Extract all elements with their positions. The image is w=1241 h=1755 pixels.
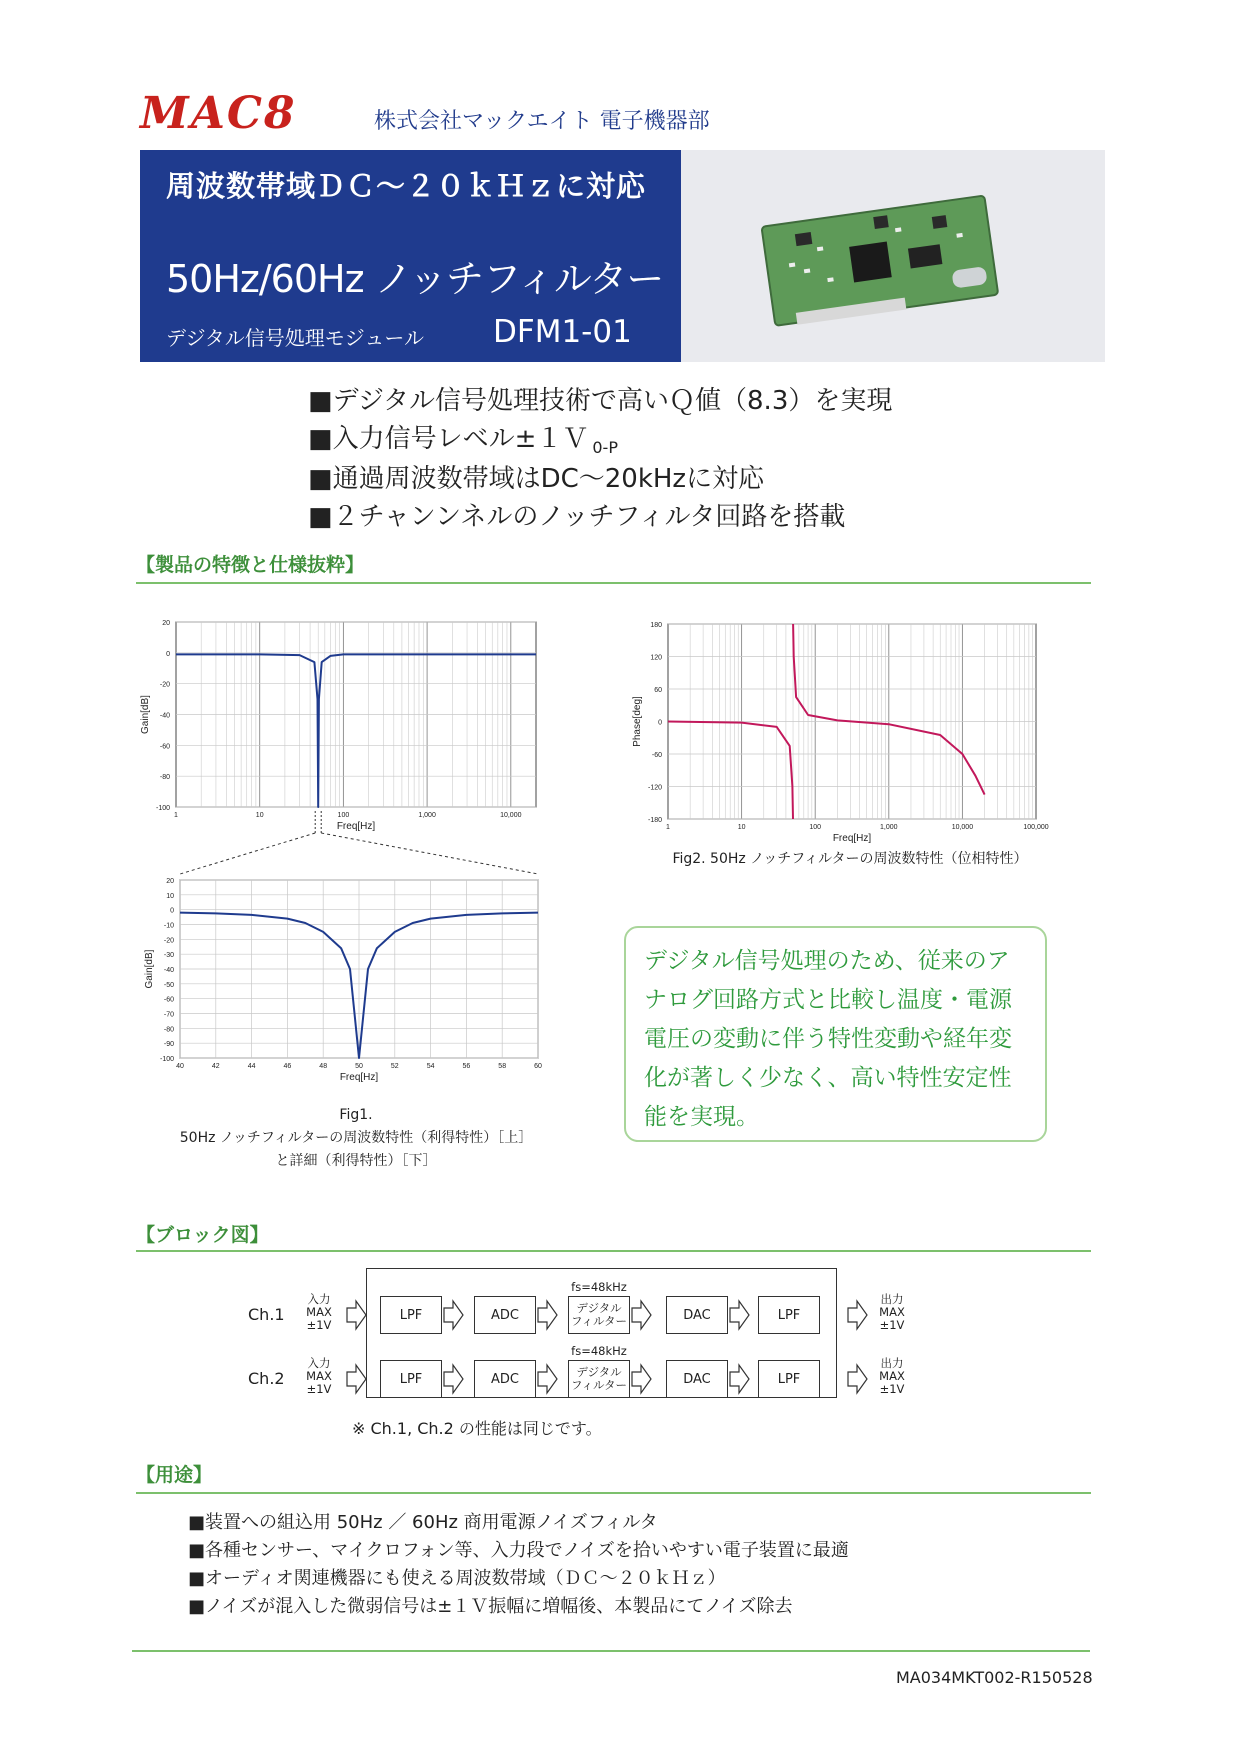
y-tick-label: -100: [159, 1056, 174, 1063]
y-tick-label: 20: [162, 620, 170, 627]
x-tick-label: 46: [283, 1063, 292, 1070]
y-tick-label: -60: [163, 996, 174, 1004]
note-line: 電圧の変動に伴う特性変動や経年変: [644, 1026, 1012, 1052]
x-tick-label: 54: [426, 1063, 435, 1070]
x-tick-label: 1: [174, 812, 178, 819]
x-tick-label: 100: [809, 824, 822, 831]
section-heading-specs: 【製品の特徴と仕様抜粋】: [136, 554, 365, 576]
document-number: MA034MKT002-R150528: [896, 1668, 1093, 1687]
input-spec: 入力 MAX ±1V: [306, 1292, 332, 1332]
footer-divider: [132, 1650, 1090, 1652]
section-divider: [136, 1492, 1091, 1494]
y-tick-label: -70: [163, 1011, 174, 1019]
signal-arrow: [632, 1365, 651, 1393]
y-tick-label: -30: [163, 952, 174, 960]
block-diagram-note: ※ Ch.1, Ch.2 の性能は同じです。: [352, 1419, 602, 1438]
digital-filter-block: デジタル フィルター: [568, 1360, 630, 1398]
adc-block: ADC: [474, 1296, 536, 1334]
note-line: ナログ回路方式と比較し温度・電源: [644, 987, 1012, 1013]
y-tick-label: 0: [170, 907, 174, 915]
signal-arrow: [632, 1301, 651, 1329]
x-tick-label: 100,000: [1023, 824, 1049, 831]
y-tick-label: -10: [163, 922, 174, 930]
input-arrow: [347, 1301, 366, 1329]
sampling-rate-label: fs=48kHz: [571, 1344, 627, 1358]
product-subtitle: デジタル信号処理モジュール: [166, 326, 424, 350]
dac-block: DAC: [666, 1360, 728, 1398]
lpf-block: LPF: [758, 1360, 820, 1398]
channel-label: Ch.2: [248, 1369, 285, 1388]
y-tick-label: 180: [650, 622, 662, 629]
sampling-rate-label: fs=48kHz: [571, 1280, 627, 1294]
section-heading-block: 【ブロック図】: [136, 1224, 269, 1246]
adc-block: ADC: [474, 1360, 536, 1398]
note-line: 化が著しく少なく、高い特性安定性: [644, 1065, 1012, 1091]
signal-arrow: [538, 1301, 557, 1329]
output-arrow: [848, 1365, 867, 1393]
y-tick-label: -20: [159, 681, 170, 689]
x-tick-label: 52: [390, 1063, 399, 1070]
lpf-block: LPF: [758, 1296, 820, 1334]
x-tick-label: 1,000: [880, 824, 898, 831]
x-tick-label: 10,000: [951, 824, 974, 831]
feature-subscript: 0-P: [592, 438, 618, 457]
dac-block: DAC: [666, 1296, 728, 1334]
y-tick-label: 10: [166, 892, 174, 900]
y-tick-label: -90: [163, 1041, 174, 1049]
x-tick-label: 44: [247, 1063, 256, 1070]
feature-text: ■入力信号レベル±１Ｖ: [308, 424, 589, 454]
y-axis-label: Gain[dB]: [140, 695, 151, 734]
fig1-caption-line: Fig1.: [339, 1107, 373, 1123]
x-tick-label: 1: [666, 824, 670, 831]
y-tick-label: 0: [166, 650, 170, 658]
x-tick-label: 100: [337, 812, 350, 819]
y-axis-label: Phase[deg]: [632, 696, 643, 747]
x-tick-label: 48: [319, 1063, 328, 1070]
y-tick-label: 20: [166, 878, 174, 885]
use-item: ■オーディオ関連機器にも使える周波数帯域（ＤＣ～２０ｋＨｚ）: [188, 1568, 726, 1589]
x-tick-label: 58: [498, 1063, 507, 1070]
x-tick-label: 50: [355, 1063, 363, 1070]
x-tick-label: 40: [176, 1063, 184, 1070]
feature-item: ■通過周波数帯域はDC～20kHzに対応: [308, 464, 765, 494]
use-item: ■装置への組込用 50Hz ／ 60Hz 商用電源ノイズフィルタ: [188, 1512, 658, 1533]
x-axis-label: Freq[Hz]: [339, 1072, 379, 1083]
output-arrow: [848, 1301, 867, 1329]
x-tick-label: 1,000: [418, 812, 436, 819]
feature-item: ■デジタル信号処理技術で高いＱ値（8.3）を実現: [308, 386, 893, 416]
y-axis-label: Gain[dB]: [144, 949, 155, 989]
x-axis-label: Freq[Hz]: [832, 833, 872, 844]
y-tick-label: -80: [163, 1026, 174, 1034]
y-tick-label: -180: [647, 817, 662, 824]
y-tick-label: -50: [163, 981, 174, 989]
channel-label: Ch.1: [248, 1305, 285, 1324]
y-tick-label: -40: [159, 712, 170, 720]
x-tick-label: 10,000: [500, 812, 522, 819]
fig2-caption: Fig2. 50Hz ノッチフィルターの周波数特性（位相特性）: [672, 851, 1028, 867]
signal-arrow: [444, 1365, 463, 1393]
banner-headline: 周波数帯域ＤＣ～２０ｋＨｚに対応: [166, 169, 647, 203]
input-arrow: [347, 1365, 366, 1393]
section-heading-uses: 【用途】: [136, 1464, 213, 1486]
product-model: DFM1-01: [493, 314, 632, 350]
digital-filter-block: デジタル フィルター: [568, 1296, 630, 1334]
signal-arrow: [730, 1365, 749, 1393]
note-line: 能を実現。: [644, 1104, 759, 1130]
input-spec: 入力 MAX ±1V: [306, 1356, 332, 1396]
x-tick-label: 10: [255, 812, 264, 819]
y-tick-label: -120: [647, 784, 662, 792]
feature-item: ■２チャンンネルのノッチフィルタ回路を搭載: [308, 502, 846, 532]
lpf-block: LPF: [380, 1360, 442, 1398]
note-line: デジタル信号処理のため、従来のア: [644, 948, 1010, 974]
y-tick-label: -20: [163, 937, 174, 945]
use-item: ■各種センサー、マイクロフォン等、入力段でノイズを拾いやすい電子装置に最適: [188, 1540, 849, 1561]
signal-arrow: [538, 1365, 557, 1393]
output-spec: 出力 MAX ±1V: [879, 1292, 905, 1332]
y-tick-label: 60: [654, 687, 662, 694]
x-axis-label: Freq[Hz]: [336, 821, 376, 832]
output-spec: 出力 MAX ±1V: [879, 1356, 905, 1396]
fig1-caption-line: と詳細（利得特性）［下］: [275, 1153, 437, 1169]
product-title: 50Hz/60Hz ノッチフィルター: [166, 257, 664, 301]
signal-arrow: [730, 1301, 749, 1329]
lpf-block: LPF: [380, 1296, 442, 1334]
company-logo: MAC8: [140, 88, 297, 139]
fig1-caption-line: 50Hz ノッチフィルターの周波数特性（利得特性）［上］: [179, 1130, 533, 1146]
x-tick-label: 42: [211, 1063, 220, 1070]
x-tick-label: 60: [534, 1063, 542, 1070]
y-tick-label: 120: [650, 654, 662, 662]
y-tick-label: -80: [159, 774, 170, 782]
y-tick-label: -40: [163, 967, 174, 974]
y-tick-label: -60: [651, 752, 662, 759]
x-tick-label: 56: [462, 1063, 471, 1070]
y-tick-label: -100: [155, 805, 170, 812]
signal-arrow: [444, 1301, 463, 1329]
y-tick-label: -60: [159, 743, 170, 751]
x-tick-label: 10: [737, 824, 746, 831]
company-name: 株式会社マックエイト 電子機器部: [374, 109, 710, 134]
y-tick-label: 0: [658, 719, 662, 727]
use-item: ■ノイズが混入した微弱信号は±１Ｖ振幅に増幅後、本製品にてノイズ除去: [188, 1596, 793, 1617]
